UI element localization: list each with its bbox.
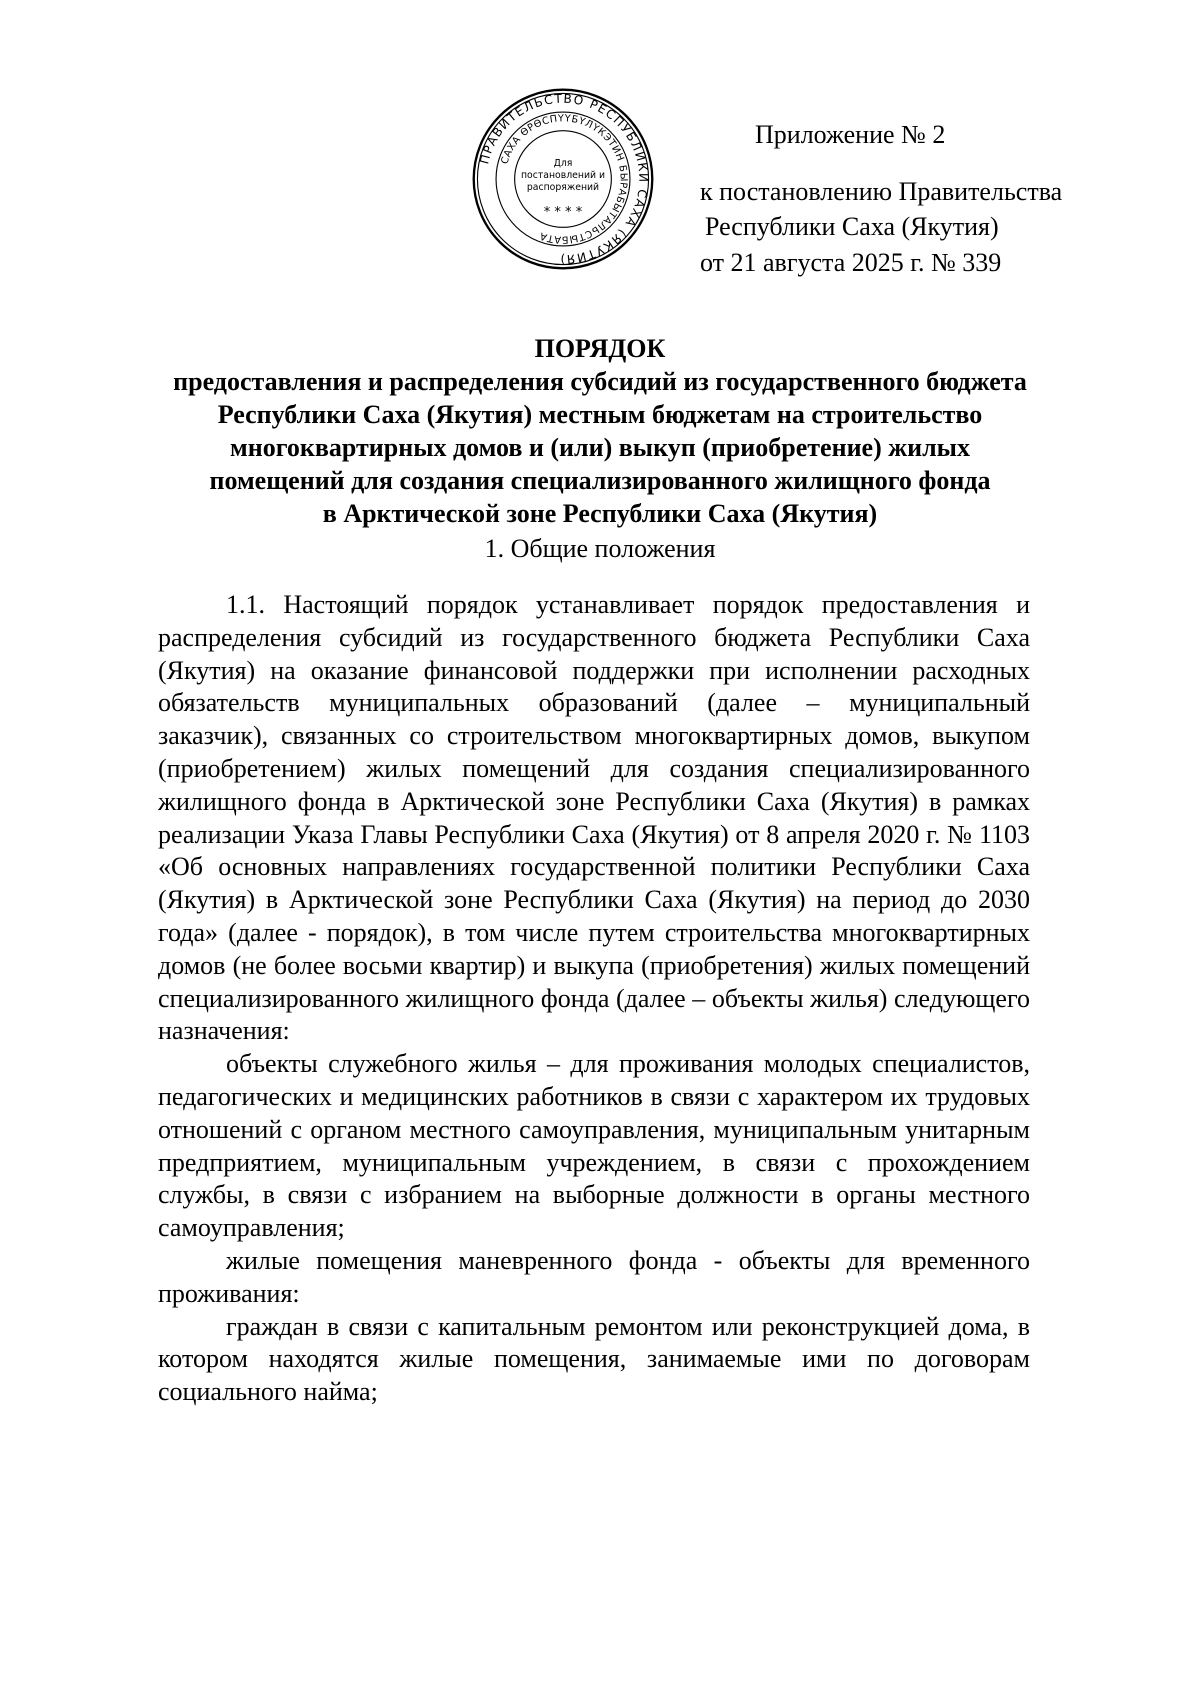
appendix-line-2: Республики Саха (Якутия) [705, 212, 999, 241]
seal-stars: * * * * [543, 205, 583, 221]
title-heading: ПОРЯДОК [534, 334, 666, 363]
seal-center-line-1: Для [553, 157, 573, 169]
paragraph: жилые помещения маневренного фонда - объекты для временного проживания: [158, 1245, 1030, 1308]
title-line-5: в Арктической зоне Республики Саха (Якутия) [322, 499, 878, 528]
appendix-line-1: к постановлению Правительства [700, 177, 1063, 206]
paragraph: объекты служебного жилья – для проживания молодых специалистов, педагогических и медицинских работников в связи с характером их трудовых отношений с органом местного самоуправления, муниципальным унитарным предприятием, муниципальным учреждением, в связи с прохождением службы, в связи с избранием на выборные должности в органы местного самоуправления; [158, 1049, 1030, 1243]
paragraph: 1.1. Настоящий порядок устанавливает порядок предоставления и распределения субсидий из государственного бюджета Республики Саха (Якутия) на оказание финансовой поддержки при исполнении расходных обязательств муниципальных образований (далее – муниципальный заказчик), связанных со строительством многоквартирных домов, выкупом (приобретением) жилых помещений для создания специализированного жилищного фонда в Арктической зоне Республики Саха (Якутия) в рамках реализации Указа Главы Республики Саха (Якутия) от 8 апреля 2020 г. № 1103 «Об основных направлениях государственной политики Республики Саха (Якутия) в Арктической зоне Республики Саха (Якутия) на период до 2030 года» (далее - порядок), в том числе путем строительства многоквартирных домов (не более восьми квартир) и выкупа (приобретения) жилых помещений специализированного жилищного фонда (далее – объекты жилья) следующего назначения: [158, 590, 1030, 1046]
seal-center-line-2: постановлений и [520, 170, 606, 182]
seal-center-line-3: распоряжений [526, 182, 600, 194]
seal-outer-text: ПРАВИТЕЛЬСТВО РЕСПУБЛИКИ САХА (ЯКУТИЯ) [477, 91, 651, 267]
title-line-4: помещений для создания специализированного жилищного фонда [209, 466, 991, 495]
title-line-1: предоставления и распределения субсидий из государственного бюджета [173, 367, 1027, 396]
section-title: 1. Общие положения [484, 534, 716, 563]
title-line-2: Республики Саха (Якутия) местным бюджетам на строительство [217, 400, 983, 429]
seal-inner-text: САХА ӨРӨСПҮҮБҮЛҮКЭТИН БЫРАБЫТАЛЬСТЫБАТА [499, 113, 629, 245]
document-body [158, 589, 1030, 1409]
appendix-number: Приложение № 2 [755, 120, 946, 149]
official-seal-stamp [470, 86, 656, 272]
title-line-3: многоквартирных домов и (или) выкуп (приобретение) жилых [230, 433, 970, 462]
appendix-line-3: от 21 августа 2025 г. № 339 [700, 248, 1002, 277]
document-title [60, 332, 1140, 530]
paragraph: граждан в связи с капитальным ремонтом или реконструкцией дома, в котором находятся жилые помещения, занимаемые ими по договорам социального найма; [158, 1311, 1030, 1407]
